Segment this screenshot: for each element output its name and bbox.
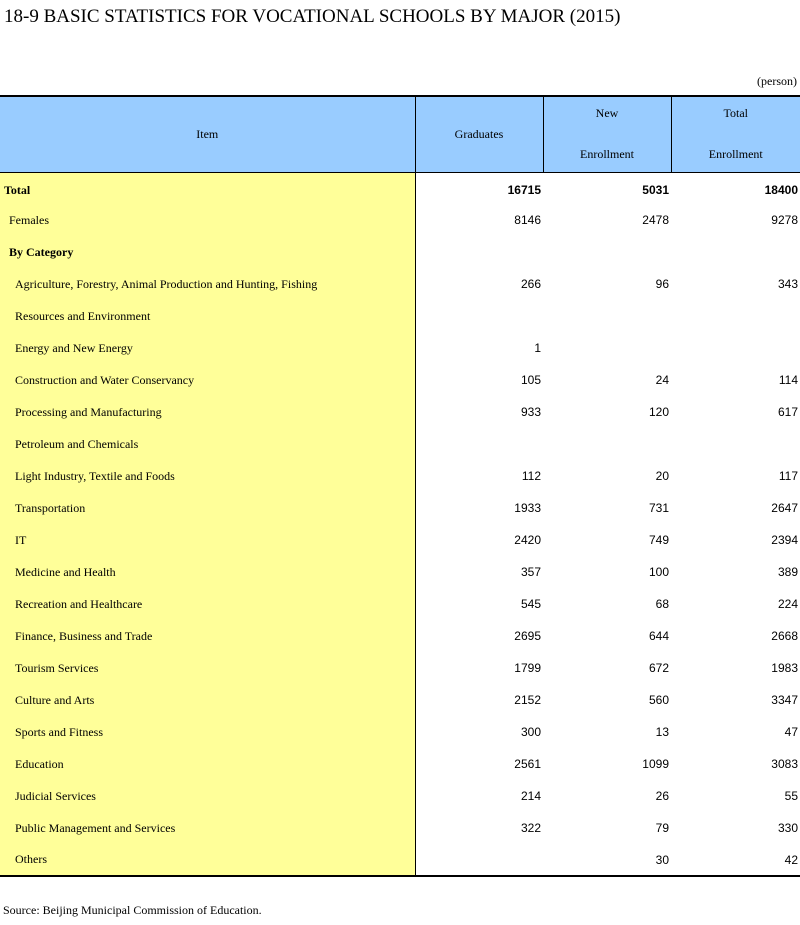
table-row	[0, 748, 800, 780]
cell-total-enrollment: 2394	[771, 533, 798, 547]
table-row	[0, 204, 800, 236]
cell-new-enrollment: 1099	[642, 757, 669, 771]
row-label: Others	[0, 844, 415, 876]
cell-total-enrollment	[671, 428, 800, 460]
cell-new-enrollment: 100	[648, 565, 669, 579]
row-label: Processing and Manufacturing	[0, 396, 415, 428]
table-row	[0, 428, 800, 460]
cell-total-enrollment: 224	[777, 597, 798, 611]
cell-total-enrollment: 114	[778, 373, 798, 387]
cell-graduates: 2561	[514, 757, 541, 771]
cell-graduates: 2695	[514, 629, 541, 643]
cell-total-enrollment: 47	[784, 725, 798, 739]
row-label: Culture and Arts	[0, 684, 415, 716]
header-item: Item	[0, 96, 415, 172]
cell-graduates: 1	[534, 341, 541, 355]
row-label: Total	[0, 172, 415, 204]
cell-new-enrollment: 120	[648, 405, 669, 419]
header-total-enrollment-line2: Enrollment	[708, 147, 763, 162]
table-row	[0, 268, 800, 300]
cell-new-enrollment: 644	[648, 629, 669, 643]
cell-total-enrollment: 1983	[771, 661, 798, 675]
cell-graduates: 545	[520, 597, 541, 611]
table-row	[0, 492, 800, 524]
row-label: Light Industry, Textile and Foods	[0, 460, 415, 492]
cell-new-enrollment: 26	[655, 789, 669, 803]
cell-graduates: 105	[520, 373, 541, 387]
row-label: Judicial Services	[0, 780, 415, 812]
cell-total-enrollment	[671, 332, 800, 364]
cell-graduates: 1799	[514, 661, 541, 675]
table-row	[0, 844, 800, 876]
cell-total-enrollment: 389	[777, 565, 798, 579]
cell-graduates: 112	[521, 469, 541, 483]
header-total-enrollment-line1: Total	[723, 106, 748, 121]
cell-total-enrollment: 9278	[771, 213, 798, 227]
cell-total-enrollment: 2647	[771, 501, 798, 515]
row-label: Tourism Services	[0, 652, 415, 684]
header-new-enrollment-line2: Enrollment	[580, 147, 634, 162]
cell-total-enrollment: 2668	[771, 629, 798, 643]
row-label: Public Management and Services	[0, 812, 415, 844]
row-label: Sports and Fitness	[0, 716, 415, 748]
row-label: Transportation	[0, 492, 415, 524]
cell-new-enrollment: 749	[648, 533, 669, 547]
cell-graduates: 933	[520, 405, 541, 419]
row-label: Medicine and Health	[0, 556, 415, 588]
row-label: Finance, Business and Trade	[0, 620, 415, 652]
cell-total-enrollment: 330	[777, 821, 798, 835]
row-label: Females	[0, 204, 415, 236]
row-label: By Category	[0, 236, 415, 268]
row-label: IT	[0, 524, 415, 556]
cell-graduates	[415, 844, 543, 876]
cell-new-enrollment: 24	[655, 373, 669, 387]
cell-graduates: 322	[520, 821, 541, 835]
cell-graduates	[415, 236, 543, 268]
cell-total-enrollment: 3347	[771, 693, 798, 707]
cell-total-enrollment: 55	[784, 789, 798, 803]
statistics-table	[0, 95, 800, 877]
table-row	[0, 780, 800, 812]
row-label: Petroleum and Chemicals	[0, 428, 415, 460]
cell-new-enrollment	[543, 300, 671, 332]
cell-total-enrollment: 617	[777, 405, 798, 419]
table-row	[0, 460, 800, 492]
table-row	[0, 684, 800, 716]
table-row	[0, 588, 800, 620]
table-row	[0, 364, 800, 396]
unit-label: (person)	[757, 74, 797, 88]
cell-graduates: 300	[520, 725, 541, 739]
cell-new-enrollment: 96	[655, 277, 669, 291]
cell-graduates: 8146	[514, 213, 541, 227]
row-label: Energy and New Energy	[0, 332, 415, 364]
table-row	[0, 716, 800, 748]
cell-new-enrollment: 13	[655, 725, 669, 739]
row-label: Construction and Water Conservancy	[0, 364, 415, 396]
table-row	[0, 556, 800, 588]
cell-graduates: 2152	[514, 693, 541, 707]
row-label: Recreation and Healthcare	[0, 588, 415, 620]
header-new-enrollment-line1: New	[595, 106, 619, 121]
cell-new-enrollment	[543, 236, 671, 268]
cell-total-enrollment: 42	[671, 844, 800, 876]
source-note: Source: Beijing Municipal Commission of Education.	[3, 903, 262, 917]
row-label: Resources and Environment	[0, 300, 415, 332]
cell-graduates: 2420	[514, 533, 541, 547]
cell-new-enrollment: 560	[648, 693, 669, 707]
row-label: Education	[0, 748, 415, 780]
table-body	[0, 172, 800, 876]
cell-graduates: 16715	[507, 183, 541, 198]
cell-new-enrollment	[543, 428, 671, 460]
cell-new-enrollment: 30	[543, 844, 671, 876]
header-row	[0, 96, 800, 172]
cell-graduates: 357	[520, 565, 541, 579]
cell-new-enrollment: 20	[655, 469, 669, 483]
cell-total-enrollment: 18400	[764, 183, 798, 198]
cell-graduates: 266	[520, 277, 541, 291]
table-row	[0, 396, 800, 428]
page-title: 18-9 BASIC STATISTICS FOR VOCATIONAL SCHOOLS BY MAJOR (2015)	[4, 6, 621, 27]
table-row	[0, 300, 800, 332]
cell-new-enrollment: 79	[655, 821, 669, 835]
cell-new-enrollment: 68	[655, 597, 669, 611]
cell-new-enrollment: 5031	[642, 183, 669, 198]
header-new-enrollment	[543, 96, 671, 172]
table-row	[0, 812, 800, 844]
cell-total-enrollment: 117	[778, 469, 798, 483]
cell-total-enrollment	[671, 300, 800, 332]
cell-new-enrollment: 731	[648, 501, 669, 515]
cell-total-enrollment: 3083	[771, 757, 798, 771]
cell-total-enrollment: 343	[777, 277, 798, 291]
cell-new-enrollment: 2478	[642, 213, 669, 227]
table-row	[0, 524, 800, 556]
table-row	[0, 236, 800, 268]
table-row	[0, 332, 800, 364]
cell-total-enrollment	[671, 236, 800, 268]
table-row	[0, 172, 800, 204]
header-graduates: Graduates	[415, 96, 543, 172]
cell-graduates: 1933	[514, 501, 541, 515]
header-total-enrollment	[671, 96, 800, 172]
table-row	[0, 620, 800, 652]
row-label: Agriculture, Forestry, Animal Production and Hunting, Fishing	[0, 268, 415, 300]
cell-graduates: 214	[520, 789, 541, 803]
cell-new-enrollment: 672	[648, 661, 669, 675]
cell-new-enrollment	[543, 332, 671, 364]
cell-graduates	[415, 428, 543, 460]
cell-graduates	[415, 300, 543, 332]
table-row	[0, 652, 800, 684]
